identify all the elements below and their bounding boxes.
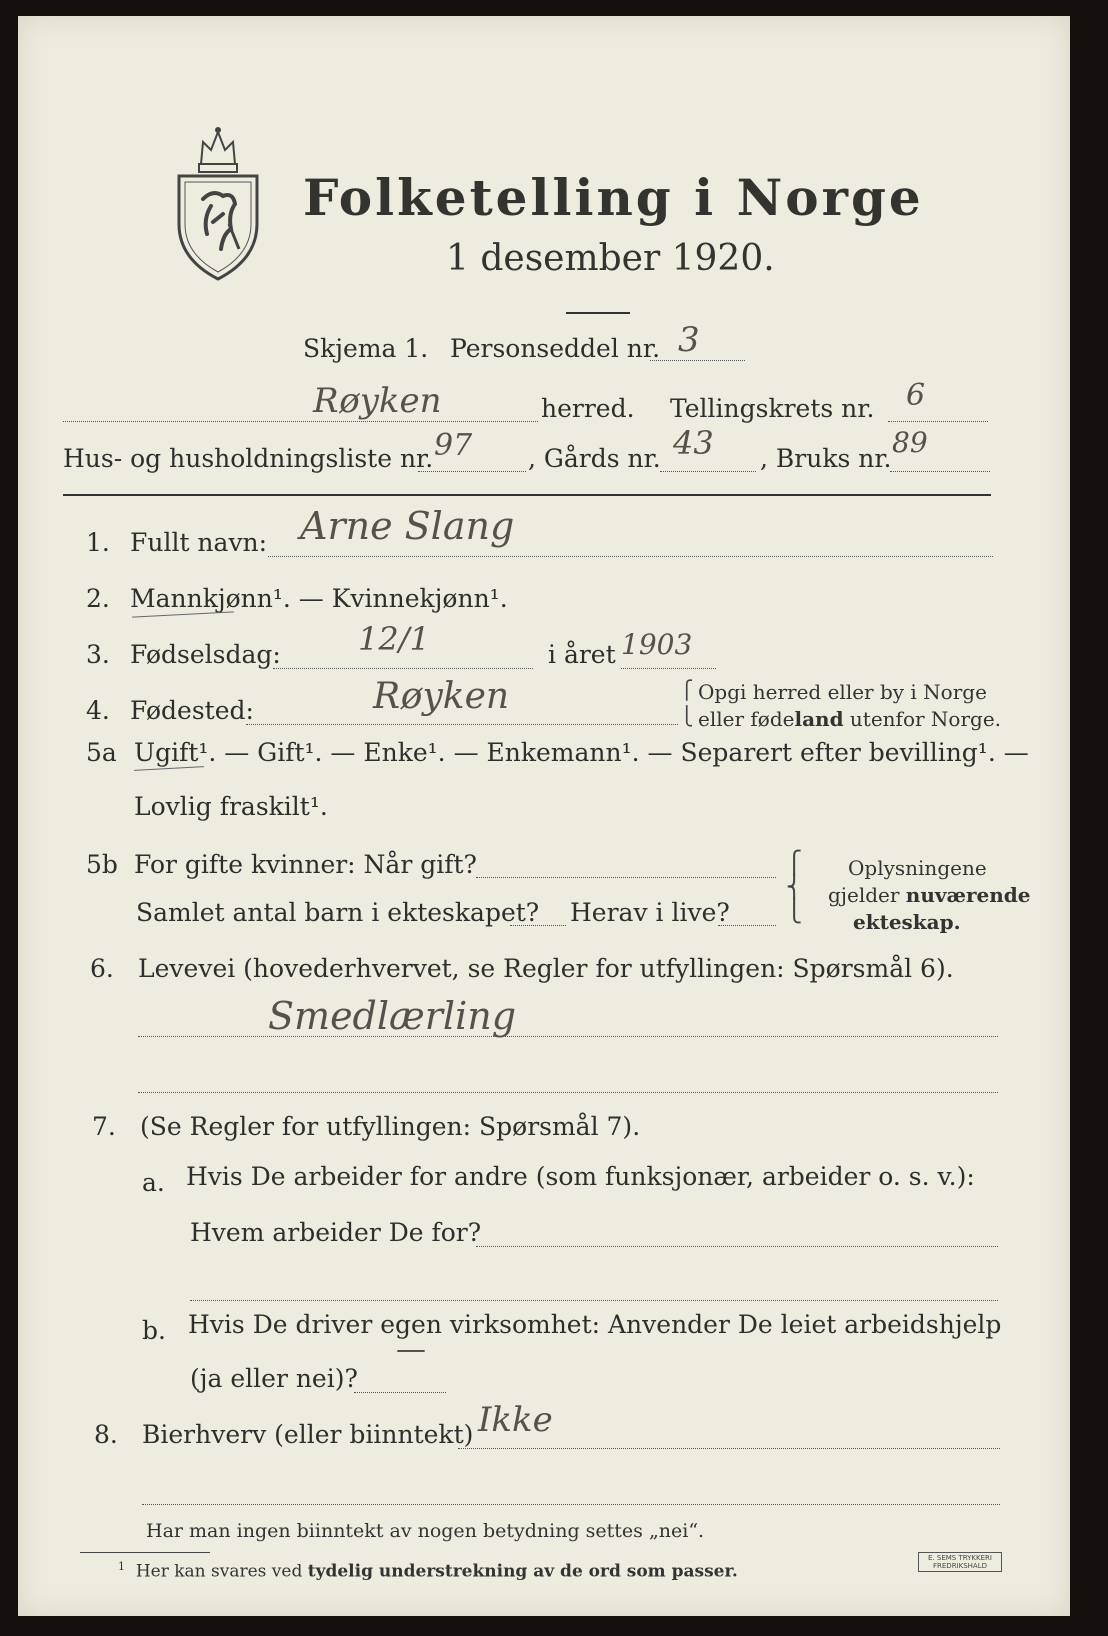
q5a-number: 5a <box>86 738 117 767</box>
q7a-number: a. <box>142 1168 165 1197</box>
full-name-value[interactable]: Arne Slang <box>300 504 515 548</box>
header-rule <box>63 494 991 496</box>
q5b-line1: For gifte kvinner: Når gift? <box>134 850 477 879</box>
q5a-line1: Ugift¹. — Gift¹. — Enke¹. — Enkemann¹. — Separert efter bevilling¹. — <box>134 738 1029 767</box>
bruks-label: , Bruks nr. <box>760 444 892 473</box>
q7b-line2: (ja eller nei)? <box>190 1364 358 1393</box>
herred-value[interactable]: Røyken <box>313 381 442 421</box>
birthplace-note-2: eller fødeland utenfor Norge. <box>698 707 1002 731</box>
personseddel-value[interactable]: 3 <box>678 320 700 360</box>
birthday-value[interactable]: 12/1 <box>358 620 430 658</box>
q5a-line2: Lovlig fraskilt¹. <box>134 792 328 821</box>
gards-label: , Gårds nr. <box>528 444 661 473</box>
brace-5b: ⎧ ⎨ ⎩ <box>786 851 803 924</box>
birthplace-note-1: Opgi herred eller by i Norge <box>698 680 987 704</box>
q5b-note3: ekteskap. <box>853 910 961 934</box>
q7b-line1: Hvis De driver egen virksomhet: Anvender De leiet arbeidshjelp <box>188 1310 1002 1339</box>
q7-label: (Se Regler for utfyllingen: Spørsmål 7). <box>140 1112 641 1141</box>
hus-value[interactable]: 97 <box>434 428 473 463</box>
coat-of-arms-icon <box>173 124 263 284</box>
q4-number: 4. <box>86 696 110 725</box>
footnote-rule <box>80 1552 210 1553</box>
birth-year-label: i året <box>548 640 616 669</box>
q6-number: 6. <box>90 954 114 983</box>
q5b-number: 5b <box>86 850 118 879</box>
title-divider <box>566 312 630 314</box>
gards-value[interactable]: 43 <box>673 424 714 462</box>
q8-label: Bierhverv (eller biinntekt) <box>142 1420 474 1449</box>
q5b-line2b: Herav i live? <box>570 898 730 927</box>
form-title: Folketelling i Norge <box>303 168 924 227</box>
q5b-note2: gjelder nuværende <box>828 883 1031 907</box>
side-income-value[interactable]: Ikke <box>478 1400 553 1440</box>
q5b-line2a: Samlet antal barn i ekteskapet? <box>136 898 540 927</box>
q7a-line2: Hvem arbeider De for? <box>190 1218 482 1247</box>
q4-label: Fødested: <box>130 696 254 725</box>
herred-label: herred. <box>541 394 635 423</box>
q2-label: Mannkjønn¹. — Kvinnekjønn¹. <box>130 584 508 613</box>
q7a-line1: Hvis De arbeider for andre (som funksjonær, arbeider o. s. v.): <box>186 1162 975 1191</box>
q3-label: Fødselsdag: <box>130 640 281 669</box>
hus-label: Hus- og husholdningsliste nr. <box>63 444 434 473</box>
side-income-note: Har man ingen biinntekt av nogen betydning settes „nei“. <box>146 1520 705 1542</box>
footnote: $^1$ Her kan svares ved tydelig understrekning av de ord som passer. <box>118 1560 738 1582</box>
q7-number: 7. <box>92 1112 116 1141</box>
personseddel-label: Personseddel nr. <box>450 334 661 363</box>
census-form <box>18 16 1070 1616</box>
brace-top: ⎧ <box>680 680 694 701</box>
tellingskrets-label: Tellingskrets nr. <box>670 394 875 423</box>
q7b-value[interactable]: — <box>396 1332 426 1367</box>
brace-bottom: ⎩ <box>680 706 694 727</box>
q2-number: 2. <box>86 584 110 613</box>
printer-stamp: E. SEMS TRYKKERI FREDRIKSHALD <box>918 1552 1002 1572</box>
tellingskrets-value[interactable]: 6 <box>906 378 926 413</box>
q1-number: 1. <box>86 528 110 557</box>
q1-label: Fullt navn: <box>130 528 268 557</box>
q6-label: Levevei (hovederhvervet, se Regler for utfyllingen: Spørsmål 6). <box>138 954 954 983</box>
birthplace-value[interactable]: Røyken <box>373 676 510 717</box>
birth-year-value[interactable]: 1903 <box>621 628 693 661</box>
q7b-number: b. <box>142 1316 166 1345</box>
schema-label: Skjema 1. <box>303 334 429 363</box>
q3-number: 3. <box>86 640 110 669</box>
q5b-note1: Oplysningene <box>848 856 987 880</box>
census-date: 1 desember 1920. <box>446 238 775 279</box>
bruks-value[interactable]: 89 <box>892 426 928 459</box>
q8-number: 8. <box>94 1420 118 1449</box>
occupation-value[interactable]: Smedlærling <box>268 994 517 1038</box>
